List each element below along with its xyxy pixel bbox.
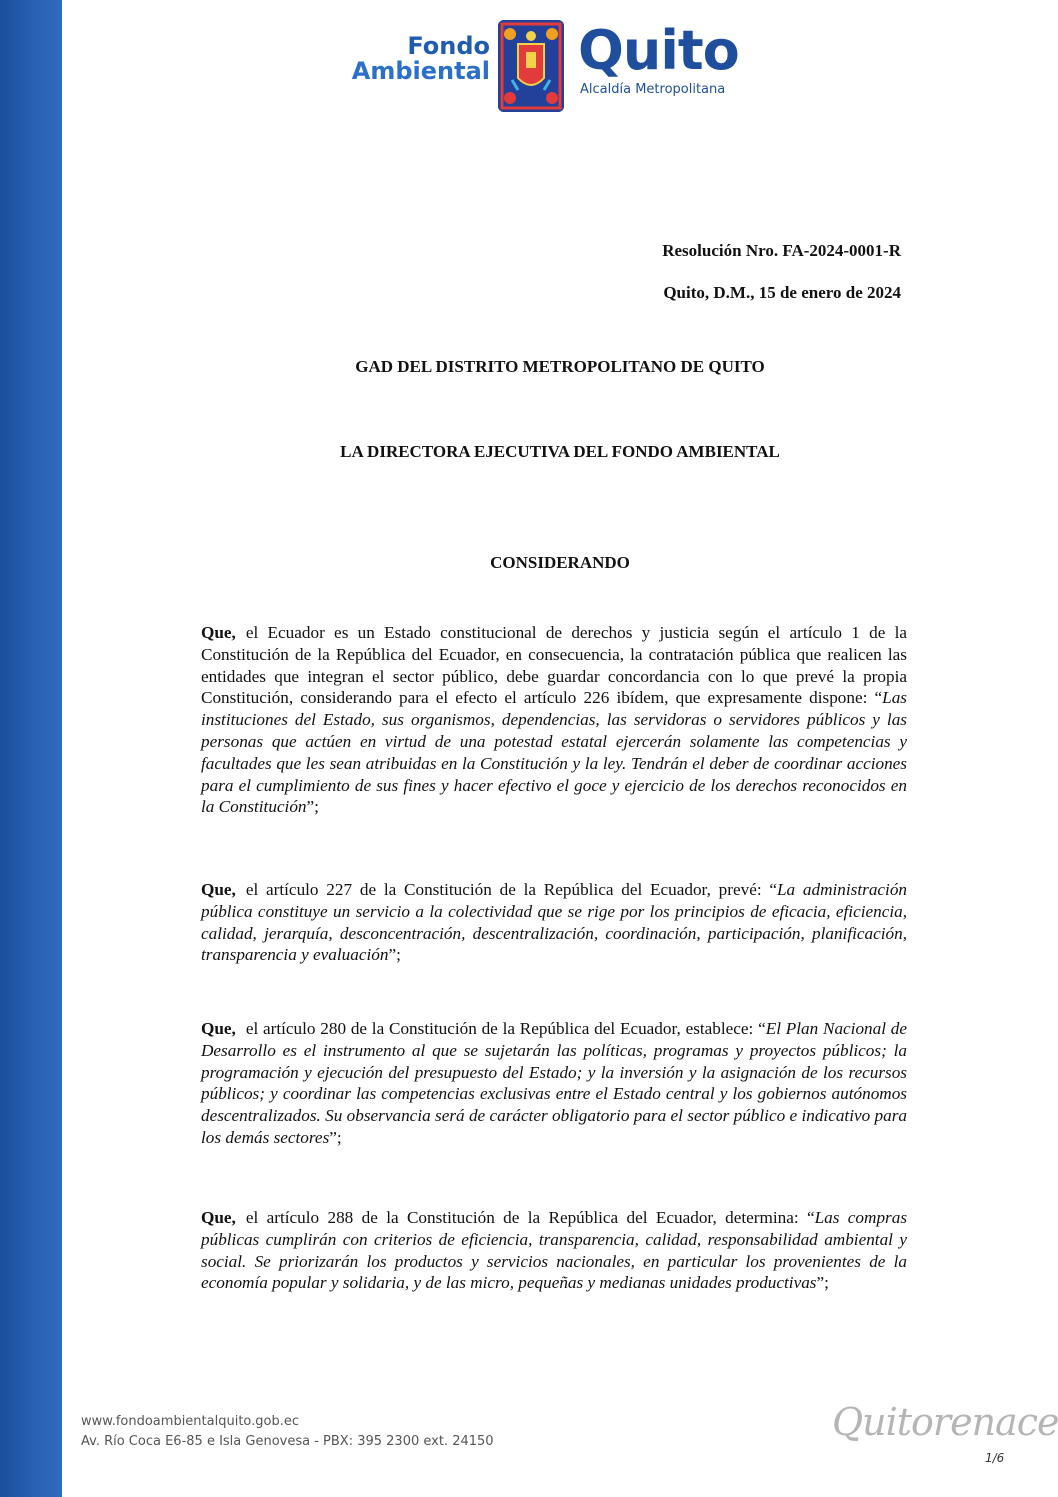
footer-website-link[interactable]: www.fondoambientalquito.gob.ec (81, 1414, 300, 1429)
header-logo (300, 20, 760, 120)
title-gad: GAD DEL DISTRITO METROPOLITANO DE QUITO (355, 357, 765, 376)
title-considerando: CONSIDERANDO (490, 553, 630, 572)
footer-contact (81, 1412, 494, 1452)
paragraph-quote: El Plan Nacional de Desarrollo es el instrumento al que se sujetarán las políticas, programas y proyectos públicos; la programación y ejecución del presupuesto del Estado; y la inversión y la asignación de los recursos públicos; y coordinar las competencias exclusivas entre el Estado central y los gobiernos autónomos descentralizados. Su observancia será de carácter obligatorio para el sector público e indicativo para los demás sectores (201, 1019, 907, 1147)
paragraph-end: ”; (306, 797, 319, 817)
paragraph-end: ”; (329, 1127, 342, 1147)
paragraph-text: el Ecuador es un Estado constitucional de derechos y justicia según el artículo 1 de la Constitución de la República del Ecuador, en consecuencia, la contratación pública que realicen las entidades que integran el sector público, debe guardar concordancia con lo que prevé la propia Constitución, considerando para el efecto el artículo 226 ibídem, que expresamente dispone: “ (201, 623, 907, 708)
que-label: Que, (201, 1019, 236, 1038)
paragraph-end: ”; (388, 945, 401, 965)
paragraph-text: el artículo 288 de la Constitución de la República del Ecuador, determina: “ (245, 1208, 815, 1227)
paragraph-end: ”; (816, 1273, 829, 1293)
paragraph-que-3 (201, 1018, 907, 1149)
que-label: Que, (201, 880, 236, 899)
resolution-date: Quito, D.M., 15 de enero de 2024 (663, 283, 901, 302)
page-number: 1/6 (985, 1451, 1005, 1465)
title-directora: LA DIRECTORA EJECUTIVA DEL FONDO AMBIENTAL (340, 442, 780, 461)
que-label: Que, (201, 623, 236, 642)
logo-ambiental-text: Ambiental (351, 57, 490, 86)
fondo-ambiental-logo (352, 34, 490, 84)
resolution-number: Resolución Nro. FA-2024-0001-R (662, 241, 901, 260)
logo-quito-text: Quito (578, 19, 739, 82)
logo-subtitle: Alcaldía Metropolitana (580, 82, 726, 97)
side-color-bar (0, 0, 62, 1497)
footer-address: Av. Río Coca E6-85 e Isla Genovesa - PBX: 395 2300 ext. 24150 (81, 1434, 494, 1449)
paragraph-que-1 (201, 622, 907, 818)
paragraph-quote: La administración pública constituye un servicio a la colectividad que se rige por los principios de eficacia, eficiencia, calidad, jerarquía, desconcentración, descentralización, coordinación, participación, planificación, transparencia y evaluación (201, 880, 908, 965)
paragraph-quote: Las instituciones del Estado, sus organismos, dependencias, las servidoras o servidores públicos y las personas que actúen en virtud de una potestad estatal ejercerán solamente las competencias y facultades que les sean atribuidas en la Constitución y la ley. Tendrán el deber de coordinar acciones para el cumplimiento de sus fines y hacer efectivo el goce y ejercicio de los derechos reconocidos en la Constitución (201, 688, 907, 817)
coat-of-arms-icon (498, 20, 564, 112)
logo-fondo-text: Fondo (407, 32, 490, 60)
paragraph-quote: Las compras públicas cumplirán con criterios de eficiencia, transparencia, calidad, responsabilidad ambiental y social. Se priorizarán los productos y servicios nacionales, en particular los provenientes de la economía popular y solidaria, y de las micro, pequeñas y medianas unidades productivas (201, 1208, 908, 1293)
que-label: Que, (201, 1208, 236, 1227)
footer-brand-logo: Quitorenace (832, 1400, 1058, 1444)
paragraph-que-4 (201, 1207, 907, 1294)
paragraph-text: el artículo 280 de la Constitución de la República del Ecuador, establece: “ (245, 1019, 766, 1038)
paragraph-que-2 (201, 879, 907, 966)
paragraph-text: el artículo 227 de la Constitución de la República del Ecuador, prevé: “ (245, 880, 777, 899)
